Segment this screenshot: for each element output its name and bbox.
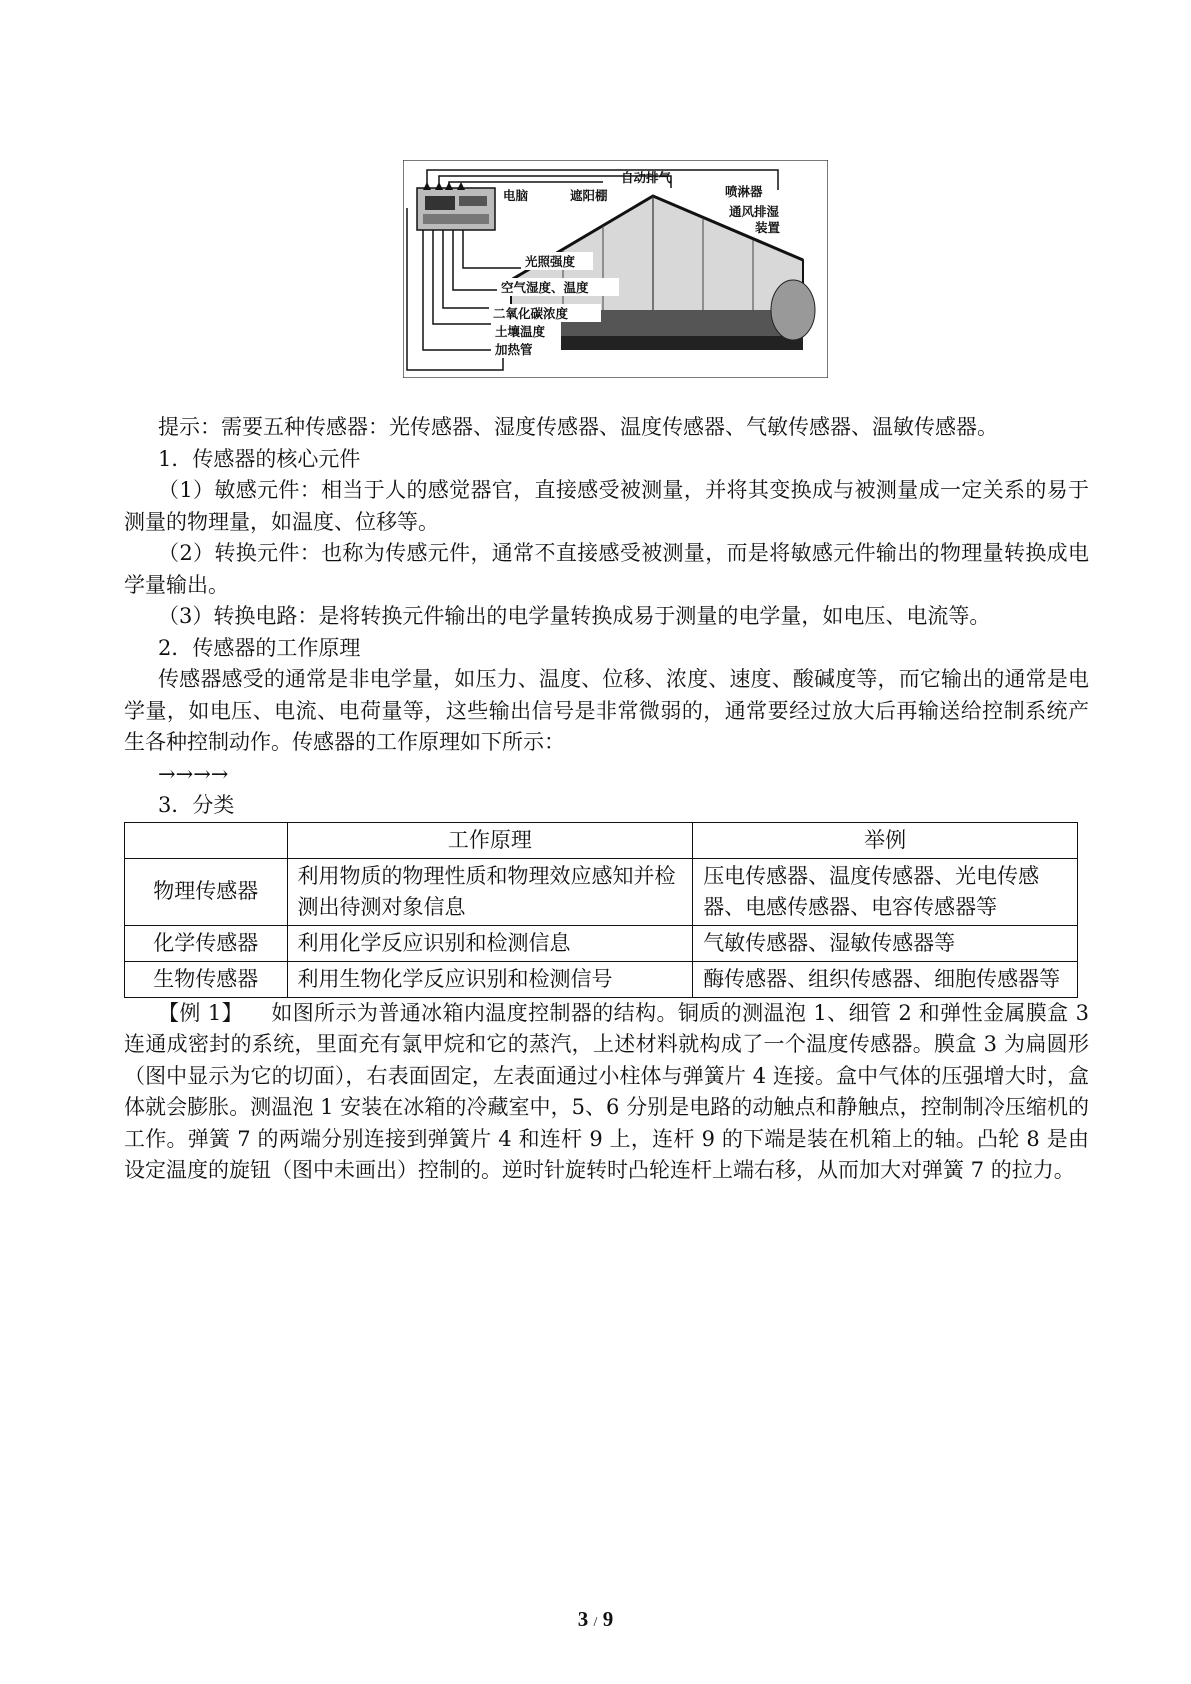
table-cell: 利用生物化学反应识别和检测信号 [287, 961, 693, 997]
page-body [124, 412, 1089, 1187]
section-2-title: 2．传感器的工作原理 [158, 635, 361, 660]
example-text: 如图所示为普通冰箱内温度控制器的结构。铜质的测温泡 1、细管 2 和弹性金属膜盒 3 连通成密封的系统，里面充有氯甲烷和它的蒸汽，上述材料就构成了一个温度传感器。膜盒 3 为扁圆形（图中显示为它的切面），右表面固定，左表面通过小柱体与弹簧片 4 连接。盒中气体的压强增大时，盒体就会膨胀。测温泡 1 安装在冰箱的冷藏室中，5、6 分别是电路的动触点和静触点，控制制冷压缩机的工作。弹簧 7 的两端分别连接到弹簧片 4 和连杆 9 上，连杆 9 的下端是装在机箱上的轴。凸轮 8 是由设定温度的旋钮（图中未画出）控制的。逆时针旋转时凸轮连杆上端右移，从而加大对弹簧 7 的拉力。 [124, 1000, 1090, 1182]
section-1-item-3: （3）转换电路：是将转换元件输出的电学量转换成易于测量的电学量，如电压、电流等。 [158, 604, 991, 628]
label-ventilation-2: 装置 [755, 220, 781, 235]
table-row [125, 858, 1078, 925]
label-computer: 电脑 [503, 188, 529, 203]
page-separator: / [593, 1615, 598, 1630]
label-light: 光照强度 [525, 254, 576, 269]
principle-arrows: →→→→ [158, 761, 229, 786]
hint-paragraph: 提示：需要五种传感器：光传感器、湿度传感器、温度传感器、气敏传感器、温敏传感器。 [158, 415, 998, 439]
table-row [125, 961, 1078, 997]
example-tag: 【例 1】 [158, 1000, 244, 1025]
table-header-row [125, 822, 1078, 858]
page-total: 9 [602, 1607, 614, 1631]
table-cell: 利用化学反应识别和检测信息 [287, 925, 693, 961]
section-3-title: 3．分类 [158, 793, 235, 817]
table-cell: 物理传感器 [125, 858, 288, 925]
label-soil: 土壤温度 [495, 324, 546, 339]
table-cell: 利用物质的物理性质和物理效应感知并检测出待测对象信息 [287, 858, 693, 925]
label-sprinkler: 喷淋器 [725, 184, 763, 199]
page-number [0, 1607, 1191, 1632]
section-1-title: 1．传感器的核心元件 [158, 446, 361, 471]
table-header-cell: 工作原理 [287, 822, 693, 858]
table-header-cell: 举例 [693, 822, 1078, 858]
label-shade: 遮阳棚 [570, 188, 608, 203]
page-current: 3 [577, 1607, 589, 1631]
table-row [125, 925, 1078, 961]
label-exhaust: 自动排气 [621, 170, 672, 185]
section-1-item-2: （2）转换元件：也称为传感元件，通常不直接感受被测量，而是将敏感元件输出的物理量转换成电学量输出。 [124, 541, 1089, 597]
table-cell: 生物传感器 [125, 961, 288, 997]
classification-table [124, 822, 1078, 998]
label-co2: 二氧化碳浓度 [493, 306, 569, 321]
section-2-body: 传感器感受的通常是非电学量，如压力、温度、位移、浓度、速度、酸碱度等，而它输出的通常是电学量，如电压、电流、电荷量等，这些输出信号是非常微弱的，通常要经过放大后再输送给控制系统产生各种控制动作。传感器的工作原理如下所示： [124, 667, 1089, 754]
table-header-cell [125, 822, 288, 858]
table-cell: 化学传感器 [125, 925, 288, 961]
greenhouse-figure [403, 160, 828, 378]
label-air: 空气湿度、温度 [501, 280, 589, 295]
table-cell: 气敏传感器、湿敏传感器等 [693, 925, 1078, 961]
label-ventilation-1: 通风排湿 [729, 204, 780, 219]
table-cell: 压电传感器、温度传感器、光电传感器、电感传感器、电容传感器等 [693, 858, 1078, 925]
section-1-item-1: （1）敏感元件：相当于人的感觉器官，直接感受被测量，并将其变换成与被测量成一定关系的易于测量的物理量，如温度、位移等。 [124, 478, 1089, 534]
greenhouse-diagram [403, 160, 828, 378]
example-paragraph [124, 998, 1089, 1187]
label-heater: 加热管 [495, 342, 533, 357]
table-cell: 酶传感器、组织传感器、细胞传感器等 [693, 961, 1078, 997]
